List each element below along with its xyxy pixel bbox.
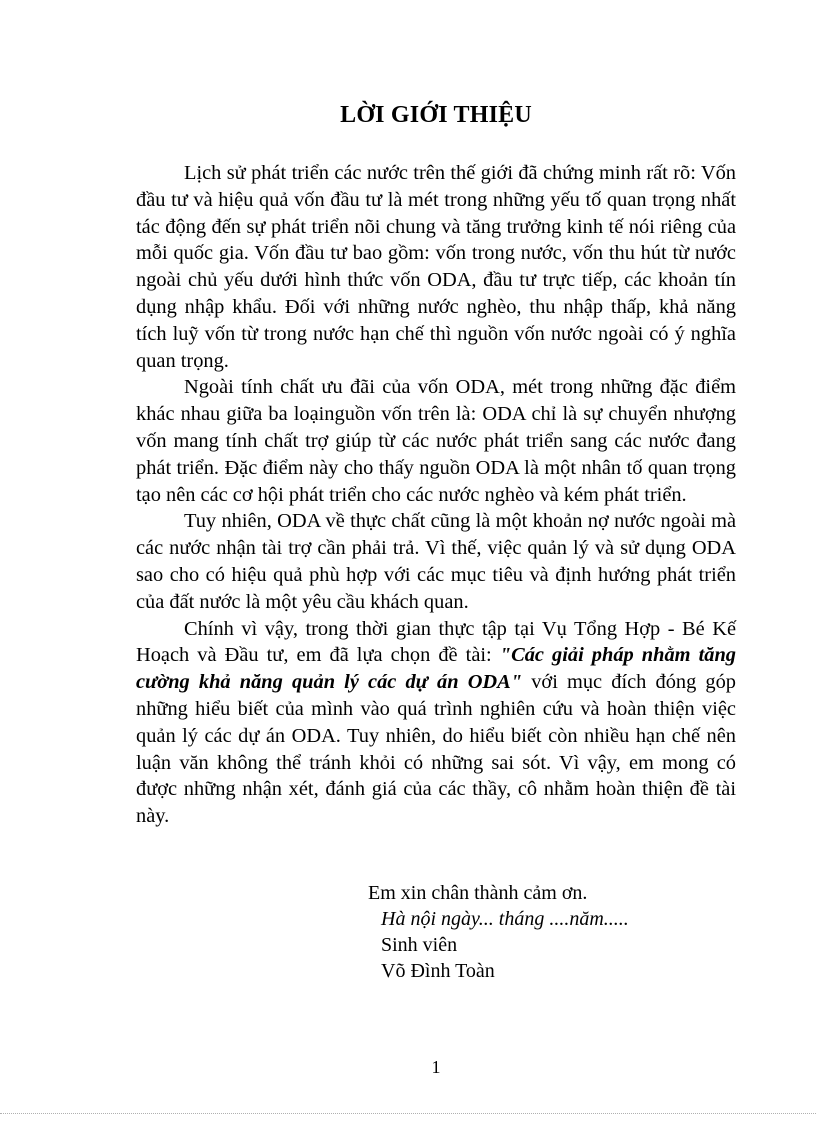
page-bottom-divider xyxy=(0,1113,816,1114)
paragraph-3: Tuy nhiên, ODA về thực chất cũng là một khoản nợ nước ngoài mà các nước nhận tài trợ cần phải trả. Vì thế, việc quản lý và sử dụng ODA sao cho có hiệu quả phù hợp với các mục tiêu và định hướng phát triển của đất nước là một yêu cầu khách quan. xyxy=(136,510,736,613)
body-text xyxy=(136,160,736,830)
paragraph-4-intro: Chính vì vậy, trong thời gian thực tập tại Vụ Tổng Hợp - Bé Kế Hoạch và Đầu tư, em đã lựa chọn đề tài: xyxy=(136,617,736,667)
paragraph-4 xyxy=(136,616,736,830)
paragraph-1: Lịch sử phát triển các nước trên thế giới đã chứng minh rất rõ: Vốn đầu tư và hiệu quả vốn đầu tư là mét trong những yếu tố quan trọng nhất tác động đến sự phát triển nõi chung và tăng trưởng kinh tế nói riêng của mỗi quốc gia. Vốn đầu tư bao gồm: vốn trong nước, vốn thu hút từ nước ngoài chủ yếu dưới hình thức vốn ODA, đầu tư trực tiếp, các khoản tín dụng nhập khẩu. Đối với những nước nghèo, thu nhập thấp, khả năng tích luỹ vốn từ trong nước hạn chế thì nguồn vốn nước ngoài có ý nghĩa quan trọng. xyxy=(136,162,736,372)
paragraph-2: Ngoài tính chất ưu đãi của vốn ODA, mét trong những đặc điểm khác nhau giữa ba loạinguồn vốn trên là: ODA chỉ là sự chuyển nhượng vốn mang tính chất trợ giúp từ các nước phát triển sang các nước đang phát triển. Đặc điểm này cho thấy nguồn ODA là một nhân tố quan trọng tạo nên các cơ hội phát triển cho các nước nghèo và kém phát triển. xyxy=(136,376,736,506)
page-number: 1 xyxy=(431,1057,441,1077)
page-title: LỜI GIỚI THIỆU xyxy=(340,102,532,128)
thesis-topic: "Các giải pháp nhằm tăng cường khả năng quản lý các dự án ODA" xyxy=(136,644,736,694)
paragraph-4-rest: với mục đích đóng góp những hiểu biết của mình vào quá trình nghiên cứu và hoàn thiện việc quản lý các dự án ODA. Tuy nhiên, do hiểu biết còn nhiều hạn chế nên luận văn không thể tránh khỏi có những sai sót. Vì vậy, em mong có được những nhận xét, đánh giá của các thầy, cô nhằm hoàn thiện đề tài này. xyxy=(136,671,736,828)
author-name: Võ Đình Toàn xyxy=(381,960,495,982)
date-line: Hà nội ngày... tháng ....năm..... xyxy=(381,908,629,930)
signature-role: Sinh viên xyxy=(381,934,458,956)
closing-thanks: Em xin chân thành cảm ơn. xyxy=(368,882,588,904)
closing-block xyxy=(368,880,629,984)
